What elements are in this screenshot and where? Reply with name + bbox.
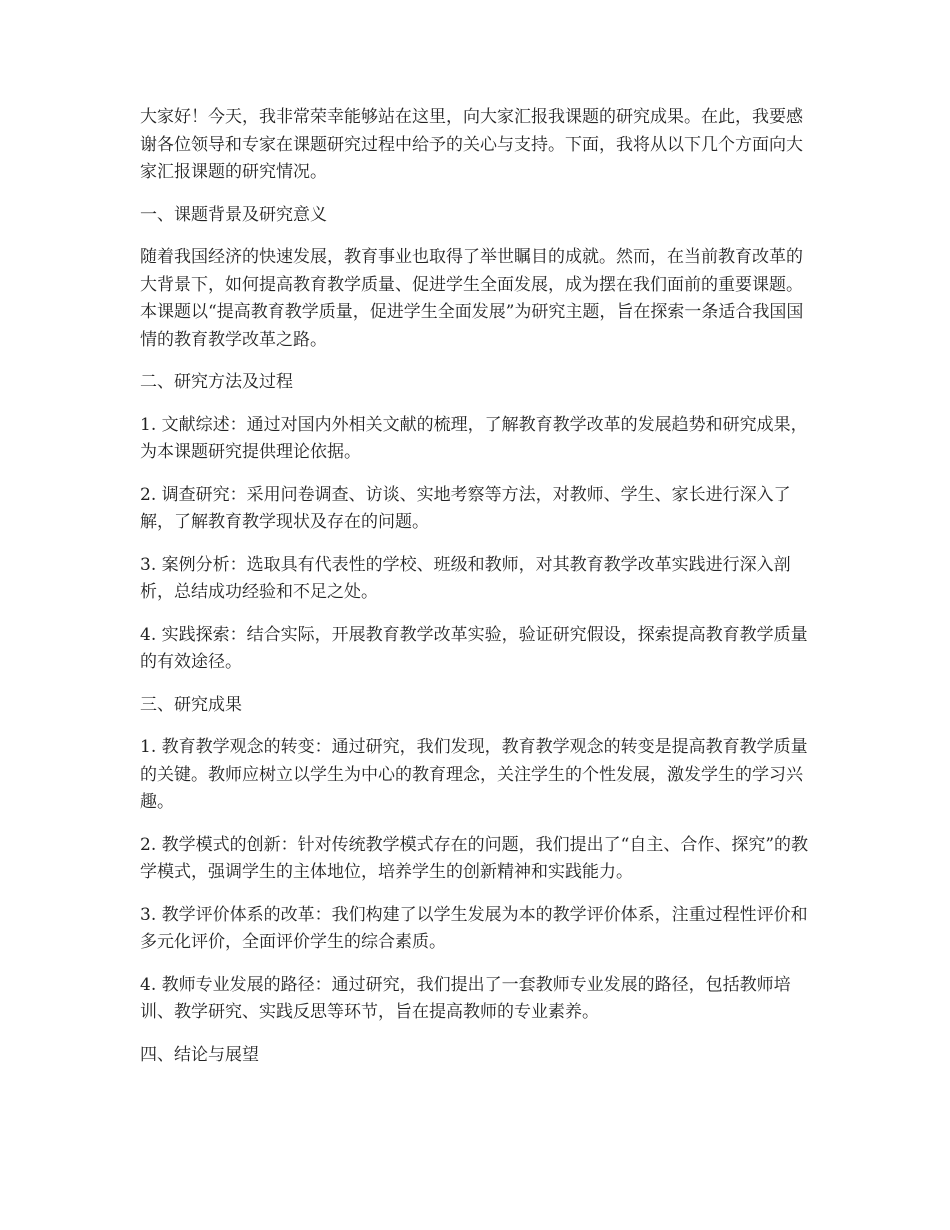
section-heading-results: 三、研究成果	[140, 694, 242, 715]
section-heading-methods: 二、研究方法及过程	[140, 372, 293, 392]
result-item-teacher-development: 4. 教师专业发展的路径：通过研究，我们提出了一套教师专业发展的路径，包括教师培训、教学研究、实践反思等环节，旨在提高教师的专业素养。	[140, 974, 791, 1022]
method-item-literature: 1. 文献综述：通过对国内外相关文献的梳理，了解教育教学改革的发展趋势和研究成果，为本课题研究提供理论依据。	[140, 414, 808, 462]
method-item-survey: 2. 调查研究：采用问卷调查、访谈、实地考察等方法，对教师、学生、家长进行深入了解，了解教育教学现状及存在的问题。	[140, 484, 791, 532]
method-item-practice: 4. 实践探索：结合实际，开展教育教学改革实验，验证研究假设，探索提高教育教学质量的有效途径。	[140, 624, 808, 672]
section-heading-conclusion: 四、结论与展望	[140, 1044, 259, 1065]
intro-paragraph: 大家好！今天，我非常荣幸能够站在这里，向大家汇报我课题的研究成果。在此，我要感谢各位领导和专家在课题研究过程中给予的关心与支持。下面，我将从以下几个方面向大家汇报课题的研究情况。	[140, 107, 803, 182]
background-paragraph: 随着我国经济的快速发展，教育事业也取得了举世瞩目的成就。然而，在当前教育改革的大背景下，如何提高教育教学质量、促进学生全面发展，成为摆在我们面前的重要课题。本课题以“提高教育教学质量，促进学生全面发展”为研究主题，旨在探索一条适合我国国情的教育教学改革之路。	[140, 247, 804, 350]
result-item-evaluation: 3. 教学评价体系的改革：我们构建了以学生发展为本的教学评价体系，注重过程性评价和多元化评价，全面评价学生的综合素质。	[140, 904, 808, 952]
method-item-case-analysis: 3. 案例分析：选取具有代表性的学校、班级和教师，对其教育教学改革实践进行深入剖析，总结成功经验和不足之处。	[140, 554, 791, 602]
result-item-concept: 1. 教育教学观念的转变：通过研究，我们发现，教育教学观念的转变是提高教育教学质量的关键。教师应树立以学生为中心的教育理念，关注学生的个性发展，激发学生的学习兴趣。	[140, 737, 808, 812]
document-page	[140, 104, 814, 1084]
result-item-teaching-model: 2. 教学模式的创新：针对传统教学模式存在的问题，我们提出了“自主、合作、探究”的教学模式，强调学生的主体地位，培养学生的创新精神和实践能力。	[140, 834, 809, 882]
section-heading-background: 一、课题背景及研究意义	[140, 204, 327, 225]
